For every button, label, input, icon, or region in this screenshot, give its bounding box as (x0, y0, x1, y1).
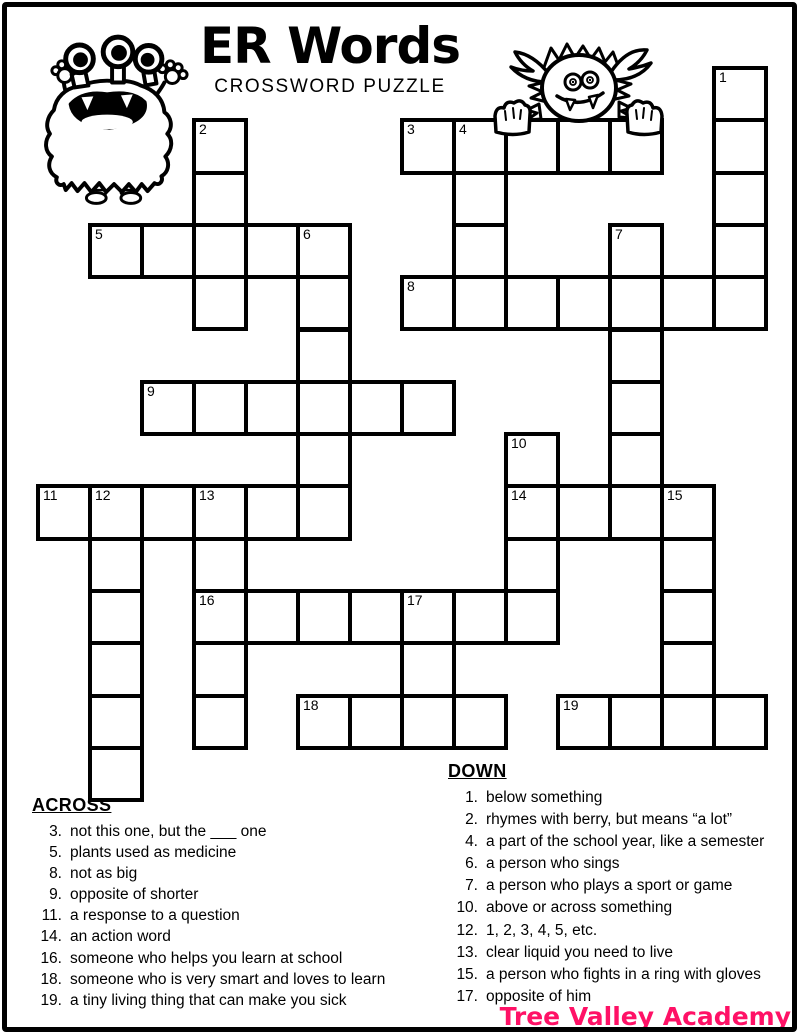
clue-down-13 (446, 942, 796, 964)
grid-cell[interactable] (88, 589, 144, 645)
clue-text: an action word (70, 928, 171, 946)
clue-number: 9. (49, 886, 62, 904)
clue-text: a part of the school year, like a semester (486, 833, 765, 851)
clue-number: 19. (40, 991, 62, 1009)
clue-text: 1, 2, 3, 4, 5, etc. (486, 921, 598, 939)
grid-cell[interactable] (608, 223, 664, 279)
grid-cell[interactable] (348, 380, 404, 436)
clue-text: clear liquid you need to live (486, 943, 673, 961)
clue-across-9 (30, 884, 430, 905)
grid-cell[interactable] (608, 484, 664, 540)
clue-number: 18. (40, 970, 62, 988)
page-subtitle: CROSSWORD PUZZLE (214, 76, 446, 97)
cell-number: 9 (147, 382, 155, 399)
clue-text: someone who is very smart and loves to learn (70, 970, 386, 988)
clue-across-14 (30, 926, 430, 947)
clue-number: 11. (41, 907, 62, 925)
grid-cell[interactable] (296, 694, 352, 750)
grid-cell[interactable] (400, 118, 456, 174)
clue-number: 7. (465, 877, 478, 895)
grid-cell[interactable] (296, 589, 352, 645)
grid-cell[interactable] (556, 275, 612, 331)
grid-cell[interactable] (140, 484, 196, 540)
clue-text: not as big (70, 865, 138, 883)
grid-cell[interactable] (608, 380, 664, 436)
grid-cell[interactable] (712, 118, 768, 174)
clue-number: 3. (49, 823, 62, 840)
clue-down-1 (446, 787, 796, 809)
cell-number: 11 (43, 487, 58, 504)
grid-cell[interactable] (192, 694, 248, 750)
grid-cell[interactable] (608, 694, 664, 750)
grid-cell[interactable] (88, 223, 144, 279)
clue-across-19 (30, 990, 430, 1011)
grid-cell[interactable] (296, 432, 352, 488)
brand-credit: Tree Valley Academy (499, 1002, 791, 1031)
clue-down-12 (446, 920, 796, 942)
grid-cell[interactable] (608, 275, 664, 331)
clue-number: 12. (456, 921, 478, 939)
clue-across-5 (30, 842, 430, 863)
grid-cell[interactable] (192, 589, 248, 645)
down-clues-section (446, 761, 796, 1008)
clue-number: 1. (465, 789, 478, 806)
cell-number: 2 (199, 121, 207, 138)
grid-cell[interactable] (712, 223, 768, 279)
down-heading: DOWN (448, 761, 507, 781)
clue-text: someone who helps you learn at school (70, 949, 343, 967)
clue-down-7 (446, 875, 796, 897)
grid-cell[interactable] (504, 275, 560, 331)
clue-text: a person who fights in a ring with gloves (486, 965, 761, 983)
clue-down-4 (446, 831, 796, 853)
grid-cell[interactable] (296, 328, 352, 384)
clue-down-2 (446, 809, 796, 831)
clue-number: 17. (456, 987, 478, 1005)
grid-cell[interactable] (504, 432, 560, 488)
across-clue-list (30, 821, 430, 1011)
grid-cell[interactable] (660, 484, 716, 540)
grid-cell[interactable] (400, 380, 456, 436)
grid-cell[interactable] (712, 275, 768, 331)
grid-cell[interactable] (296, 380, 352, 436)
clue-text: a tiny living thing that can make you sick (70, 991, 347, 1009)
cell-number: 15 (667, 487, 683, 504)
cell-number: 19 (563, 696, 579, 713)
clue-down-6 (446, 853, 796, 875)
grid-cell[interactable] (192, 118, 248, 174)
clue-number: 6. (465, 855, 478, 873)
cell-number: 14 (511, 487, 527, 504)
grid-cell[interactable] (660, 694, 716, 750)
cell-number: 17 (407, 592, 423, 608)
grid-cell[interactable] (192, 537, 248, 593)
grid-cell[interactable] (88, 694, 144, 750)
grid-cell[interactable] (296, 484, 352, 540)
cell-number: 8 (407, 278, 415, 295)
grid-cell[interactable] (192, 275, 248, 331)
cell-number: 10 (511, 435, 527, 452)
clue-text: a person who sings (486, 855, 620, 873)
grid-cell[interactable] (400, 589, 456, 645)
grid-cell[interactable] (88, 641, 144, 697)
grid-cell[interactable] (192, 171, 248, 227)
down-clue-list (446, 787, 796, 1008)
clue-text: opposite of shorter (70, 886, 199, 904)
cell-number: 7 (615, 225, 623, 242)
grid-cell[interactable] (400, 641, 456, 697)
clue-number: 5. (49, 844, 62, 862)
grid-cell[interactable] (36, 484, 92, 540)
grid-cell[interactable] (400, 694, 456, 750)
cell-number: 13 (199, 487, 215, 504)
clue-number: 10. (456, 899, 478, 917)
cell-number: 6 (303, 225, 311, 242)
grid-cell[interactable] (88, 746, 144, 802)
grid-cell[interactable] (452, 275, 508, 331)
grid-cell[interactable] (504, 484, 560, 540)
grid-cell[interactable] (712, 66, 768, 122)
grid-cell[interactable] (660, 275, 716, 331)
clue-number: 16. (40, 949, 62, 967)
clue-text: plants used as medicine (70, 844, 237, 862)
grid-cell[interactable] (660, 537, 716, 593)
grid-cell[interactable] (140, 380, 196, 436)
grid-cell[interactable] (452, 171, 508, 227)
grid-cell[interactable] (348, 589, 404, 645)
clue-text: a person who plays a sport or game (486, 877, 733, 895)
cell-number: 16 (199, 592, 215, 608)
clue-number: 8. (49, 865, 62, 883)
grid-cell[interactable] (244, 589, 300, 645)
grid-cell[interactable] (400, 275, 456, 331)
clue-number: 2. (465, 811, 478, 829)
clue-number: 15. (456, 965, 478, 983)
grid-cell[interactable] (192, 484, 248, 540)
cell-number: 12 (95, 487, 111, 504)
grid-cell[interactable] (660, 641, 716, 697)
clue-text: not this one, but the ___ one (70, 823, 267, 840)
clue-number: 4. (465, 833, 478, 851)
clue-across-8 (30, 863, 430, 884)
clue-across-16 (30, 948, 430, 969)
cell-number: 4 (459, 121, 467, 138)
grid-cell[interactable] (192, 380, 248, 436)
grid-cell[interactable] (244, 484, 300, 540)
grid-cell[interactable] (504, 589, 560, 645)
grid-cell[interactable] (556, 694, 612, 750)
grid-cell[interactable] (712, 171, 768, 227)
clue-across-18 (30, 969, 430, 990)
grid-cell[interactable] (88, 484, 144, 540)
clue-down-15 (446, 964, 796, 986)
grid-cell[interactable] (140, 223, 196, 279)
grid-cell[interactable] (244, 380, 300, 436)
clue-text: a response to a question (70, 907, 240, 925)
grid-cell[interactable] (452, 589, 508, 645)
cell-number: 3 (407, 121, 415, 138)
clue-text: opposite of him (486, 987, 592, 1005)
grid-cell[interactable] (452, 223, 508, 279)
clue-text: below something (486, 789, 603, 806)
clue-down-10 (446, 897, 796, 919)
across-heading: ACROSS (32, 795, 112, 815)
grid-cell[interactable] (608, 328, 664, 384)
grid-cell[interactable] (244, 223, 300, 279)
grid-cell[interactable] (296, 275, 352, 331)
clue-text: above or across something (486, 899, 673, 917)
grid-cell[interactable] (452, 694, 508, 750)
clue-number: 13. (456, 943, 478, 961)
grid-cell[interactable] (192, 223, 248, 279)
grid-cell[interactable] (556, 484, 612, 540)
grid-cell[interactable] (88, 537, 144, 593)
grid-cell[interactable] (712, 694, 768, 750)
cell-number: 1 (719, 69, 727, 85)
grid-cell[interactable] (660, 589, 716, 645)
grid-cell[interactable] (192, 641, 248, 697)
cell-number: 5 (95, 225, 103, 242)
grid-cell[interactable] (296, 223, 352, 279)
clue-across-3 (30, 821, 430, 842)
peeking-monster-illustration (493, 40, 665, 136)
clue-number: 14. (40, 928, 62, 946)
clue-text: rhymes with berry, but means “a lot” (486, 811, 733, 829)
cell-number: 18 (303, 696, 319, 713)
page-title: ER Words (200, 17, 460, 75)
clue-across-11 (30, 905, 430, 926)
grid-cell[interactable] (348, 694, 404, 750)
grid-cell[interactable] (608, 432, 664, 488)
across-clues-section (30, 795, 430, 1011)
grid-cell[interactable] (504, 537, 560, 593)
